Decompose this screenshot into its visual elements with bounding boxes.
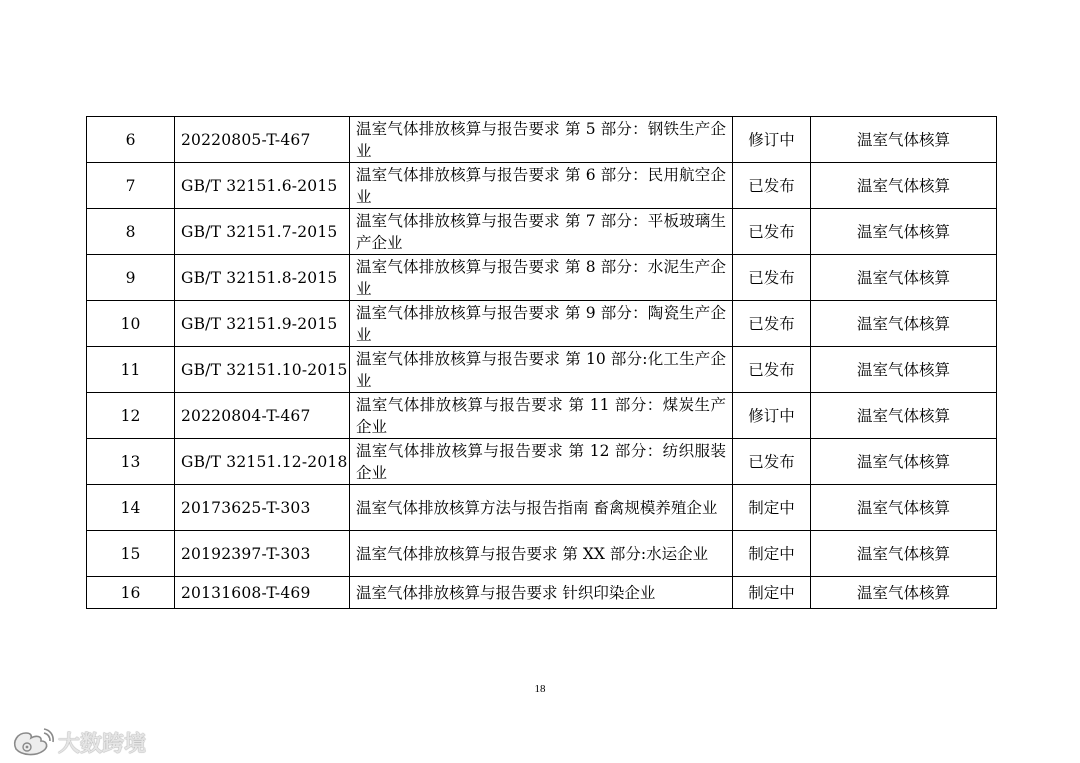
standard-code-cell: 20173625-T-303 [175, 485, 350, 531]
standard-name-cell: 温室气体排放核算与报告要求 第 8 部分：水泥生产企业 [350, 255, 733, 301]
standard-code-cell: GB/T 32151.7-2015 [175, 209, 350, 255]
row-number-cell: 8 [87, 209, 175, 255]
row-number-cell: 15 [87, 531, 175, 577]
category-cell: 温室气体核算 [811, 485, 997, 531]
status-cell: 已发布 [733, 255, 811, 301]
standard-code-cell: GB/T 32151.12-2018 [175, 439, 350, 485]
category-cell: 温室气体核算 [811, 209, 997, 255]
standard-code-cell: GB/T 32151.9-2015 [175, 301, 350, 347]
standard-name-cell: 温室气体排放核算与报告要求 第 5 部分：钢铁生产企业 [350, 117, 733, 163]
standard-code-cell: GB/T 32151.8-2015 [175, 255, 350, 301]
category-cell: 温室气体核算 [811, 531, 997, 577]
table-row [87, 301, 997, 347]
standard-code-cell: 20192397-T-303 [175, 531, 350, 577]
status-cell: 修订中 [733, 117, 811, 163]
status-cell: 修订中 [733, 393, 811, 439]
table-row [87, 439, 997, 485]
table-row [87, 163, 997, 209]
category-cell: 温室气体核算 [811, 255, 997, 301]
table-row [87, 577, 997, 609]
status-cell: 制定中 [733, 577, 811, 609]
standards-table [86, 116, 997, 609]
status-cell: 已发布 [733, 163, 811, 209]
weibo-logo-icon [10, 727, 54, 757]
standard-name-cell: 温室气体排放核算与报告要求 第 11 部分：煤炭生产企业 [350, 393, 733, 439]
category-cell: 温室气体核算 [811, 163, 997, 209]
status-cell: 制定中 [733, 531, 811, 577]
status-cell: 已发布 [733, 301, 811, 347]
row-number-cell: 7 [87, 163, 175, 209]
row-number-cell: 12 [87, 393, 175, 439]
standard-code-cell: GB/T 32151.10-2015 [175, 347, 350, 393]
standard-name-cell: 温室气体排放核算与报告要求 第 7 部分：平板玻璃生产企业 [350, 209, 733, 255]
row-number-cell: 16 [87, 577, 175, 609]
row-number-cell: 11 [87, 347, 175, 393]
table-row [87, 485, 997, 531]
standard-code-cell: GB/T 32151.6-2015 [175, 163, 350, 209]
category-cell: 温室气体核算 [811, 301, 997, 347]
row-number-cell: 13 [87, 439, 175, 485]
category-cell: 温室气体核算 [811, 577, 997, 609]
standard-name-cell: 温室气体排放核算与报告要求 第 6 部分：民用航空企业 [350, 163, 733, 209]
status-cell: 已发布 [733, 209, 811, 255]
status-cell: 已发布 [733, 347, 811, 393]
standard-name-cell: 温室气体排放核算与报告要求 第 9 部分：陶瓷生产企业 [350, 301, 733, 347]
standard-name-cell: 温室气体排放核算与报告要求 第 10 部分:化工生产企业 [350, 347, 733, 393]
row-number-cell: 10 [87, 301, 175, 347]
standard-name-cell: 温室气体排放核算与报告要求 第 XX 部分:水运企业 [350, 531, 733, 577]
category-cell: 温室气体核算 [811, 393, 997, 439]
table-row [87, 209, 997, 255]
status-cell: 制定中 [733, 485, 811, 531]
category-cell: 温室气体核算 [811, 439, 997, 485]
standard-name-cell: 温室气体排放核算方法与报告指南 畜禽规模养殖企业 [350, 485, 733, 531]
row-number-cell: 6 [87, 117, 175, 163]
standard-code-cell: 20131608-T-469 [175, 577, 350, 609]
standard-name-cell: 温室气体排放核算与报告要求 针织印染企业 [350, 577, 733, 609]
table-row [87, 393, 997, 439]
row-number-cell: 9 [87, 255, 175, 301]
table-row [87, 347, 997, 393]
category-cell: 温室气体核算 [811, 347, 997, 393]
category-cell: 温室气体核算 [811, 117, 997, 163]
status-cell: 已发布 [733, 439, 811, 485]
page-number: 18 [534, 683, 546, 695]
standard-code-cell: 20220804-T-467 [175, 393, 350, 439]
table-row [87, 255, 997, 301]
watermark-text: 大数跨境 [58, 731, 147, 757]
row-number-cell: 14 [87, 485, 175, 531]
standard-name-cell: 温室气体排放核算与报告要求 第 12 部分：纺织服装企业 [350, 439, 733, 485]
table-row [87, 117, 997, 163]
standards-table-body [87, 117, 997, 609]
table-row [87, 531, 997, 577]
watermark [10, 724, 146, 760]
standard-code-cell: 20220805-T-467 [175, 117, 350, 163]
